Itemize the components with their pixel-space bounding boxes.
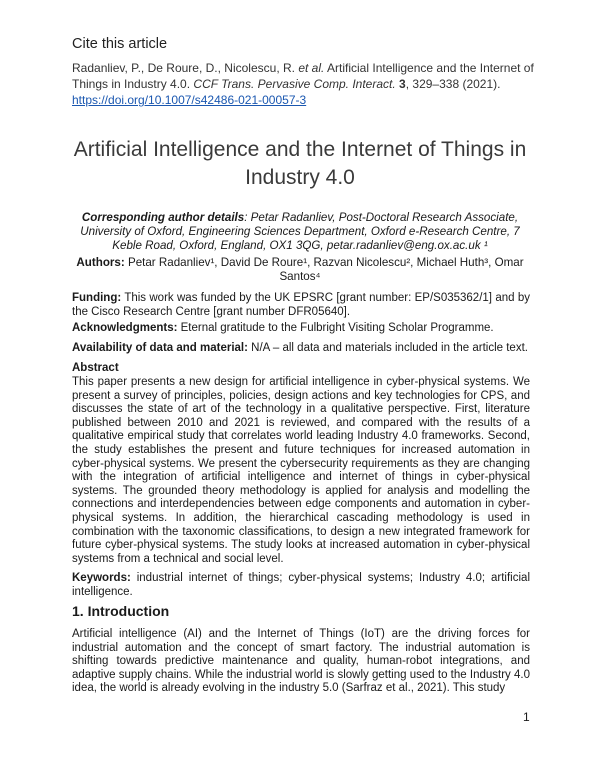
citation-etal: et al. — [298, 61, 325, 75]
funding-text: This work was funded by the UK EPSRC [grant number: EP/S035362/1] and by the Cisco Research Centre [grant number DFR05640]. — [72, 292, 530, 318]
availability-text: N/A – all data and materials included in the article text. — [247, 342, 528, 354]
acknowledgments-text: Eternal gratitude to the Fulbright Visiting Scholar Programme. — [177, 322, 494, 334]
keywords-label: Keywords: — [72, 572, 131, 584]
corresponding-label: Corresponding author details — [81, 211, 245, 224]
citation-journal: CCF Trans. Pervasive Comp. Interact. — [193, 77, 396, 91]
cite-heading: Cite this article — [72, 36, 168, 52]
abstract-heading: Abstract — [72, 362, 119, 374]
paper-title: Artificial Intelligence and the Internet of Things in Industry 4.0 — [73, 138, 527, 189]
authors-line — [76, 256, 524, 284]
citation-title: Artificial Intelligence and the Internet of Things in Industry 4.0. — [72, 61, 534, 91]
acknowledgments-label: Acknowledgments: — [72, 322, 178, 334]
doi-link[interactable]: https://doi.org/10.1007/s42486-021-00057-3 — [72, 93, 307, 107]
keywords-statement — [72, 572, 530, 599]
citation-volume: 3 — [399, 77, 406, 91]
authors-label: Authors: — [76, 256, 125, 269]
abstract-text: This paper presents a new design for artificial intelligence in cyber-physical systems. We present a survey of principles, policies, design actions and key technologies for CPS, and discusses the state of art of the technology in a qualitative perspective. First, literature published between 2010 and 2021 is reviewed, and compared with the results of a qualitative empirical study that correlates world leading Industry 4.0 frameworks. Second, the study establishes the present and future techniques for increased automation in cyber-physical systems. We present the cybersecurity requirements as they are changing with the integration of artificial intelligence and internet of things in cyber-physical systems. The grounded theory methodology is applied for analysis and modelling the connections and interdependencies between edge components and automation in cyber-physical systems. In addition, the hierarchical cascading methodology is used in combination with the taxonomic classifications, to design a new integrated framework for future cyber-physical systems. The study looks at increased automation in cyber-physical systems from a technical and social level. — [72, 376, 530, 565]
funding-statement — [72, 292, 530, 319]
availability-statement — [72, 342, 530, 356]
funding-label: Funding: — [72, 292, 122, 304]
citation-authors: Radanliev, P., De Roure, D., Nicolescu, R. — [72, 61, 299, 75]
introduction-heading: 1. Introduction — [72, 603, 170, 619]
citation — [72, 60, 542, 108]
acknowledgments-statement — [72, 322, 530, 336]
introduction-text: Artificial intelligence (AI) and the Internet of Things (IoT) are the driving forces for industrial automation and the concept of smart factory. The industrial automation is shifting towards predictive maintenance and quality, human-robot integrations, and adaptive supply chains. While the industrial world is slowly getting used to the Industry 4.0 idea, the world is already evolving in the industry 5.0 (Sarfraz et al., 2021). This study — [72, 628, 530, 695]
availability-label: Availability of data and material: — [72, 342, 248, 354]
corresponding-author — [80, 211, 520, 253]
authors-text: Petar Radanliev¹, David De Roure¹, Razvan Nicolescu², Michael Huth³, Omar Santos⁴ — [124, 256, 524, 283]
citation-pages: , 329–338 (2021). — [405, 77, 501, 91]
corresponding-text: : Petar Radanliev, Post-Doctoral Research Associate, University of Oxford, Engineering Sciences Department, Oxford e-Research Centre, 7 Keble Road, Oxford, England, OX1 3QG, petar.radanliev@eng.ox.ac.uk ¹ — [80, 211, 520, 252]
page-number: 1 — [523, 710, 530, 724]
keywords-text: industrial internet of things; cyber-physical systems; Industry 4.0; artificial intelligence. — [72, 572, 530, 598]
